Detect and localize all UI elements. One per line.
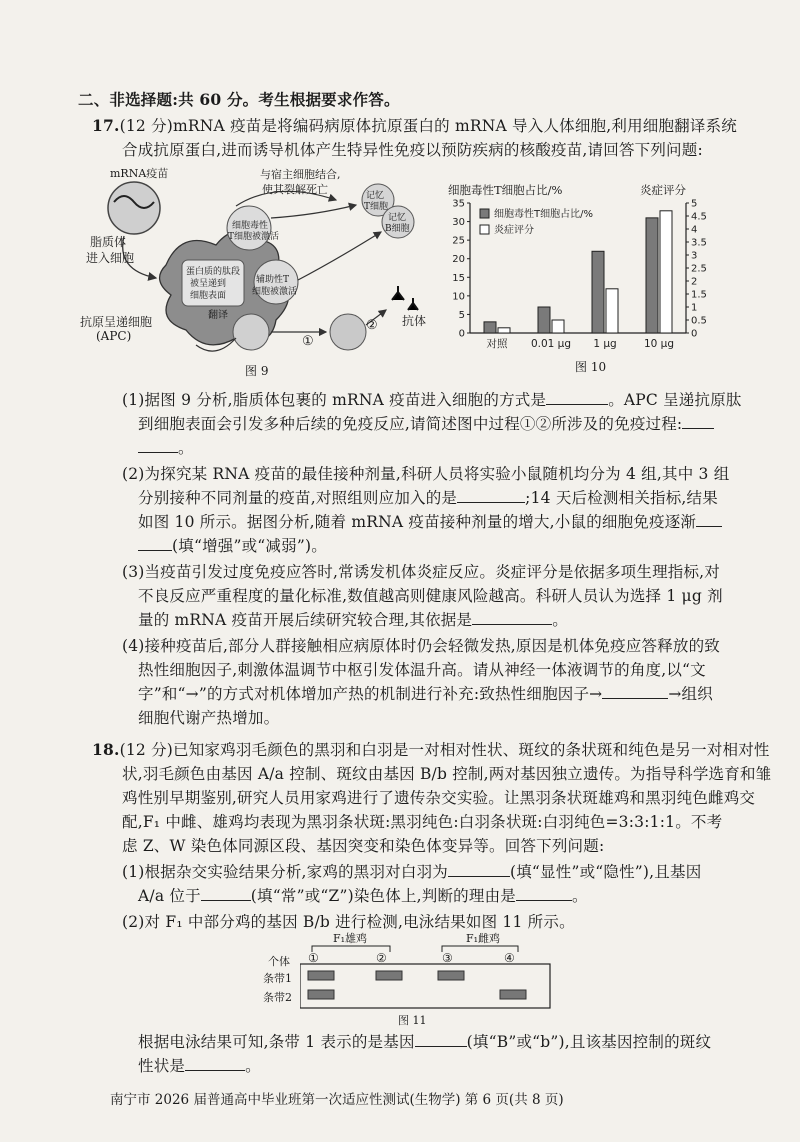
answer-blank-5[interactable] <box>696 511 722 528</box>
left-tick-label: 0 <box>458 328 465 340</box>
answer-blank-4[interactable] <box>457 487 525 504</box>
fig9-kill-2: 使其裂解死亡 <box>262 183 328 196</box>
left-tick-label: 15 <box>452 272 465 284</box>
q18-p3-text-2: 性状是 <box>138 1057 186 1075</box>
fig10-left-title: 细胞毒性T细胞占比/% <box>448 183 563 197</box>
right-tick-label: 1.5 <box>691 289 707 301</box>
x-tick-label: 0.01 μg <box>530 338 572 350</box>
q17-p1-text: (1)据图 9 分析,脂质体包裹的 mRNA 疫苗进入细胞的方式是 <box>122 391 547 409</box>
legend-label-inflammation: 炎症评分 <box>494 225 534 236</box>
arrow-memory-t <box>271 205 356 218</box>
x-tick-label: 对照 <box>486 338 508 350</box>
left-tick-label: 30 <box>452 217 465 229</box>
q18-line3: 鸡性别早期鉴别,研究人员用家鸡进行了遗传杂交实验。让黑羽条状斑雄鸡和黑羽纯色雌鸡交 <box>122 789 756 807</box>
x-tick-label: 1 μg <box>593 338 617 350</box>
answer-blank-1[interactable] <box>546 389 608 406</box>
band2-lane4 <box>500 990 526 999</box>
q17-p4-line2: 热性细胞因子,刺激体温调节中枢引发体温升高。请从神经一体液调节的角度,以“文 <box>138 661 706 679</box>
page-footer: 南宁市 2026 届普通高中毕业班第一次适应性测试(生物学) 第 6 页(共 8 页) <box>110 1092 564 1108</box>
q17-p4-line3 <box>138 682 713 704</box>
fig9-liposome-2: 进入细胞 <box>86 251 135 265</box>
right-tick-label: 4 <box>691 224 698 236</box>
left-tick-label: 20 <box>452 254 465 266</box>
band1-lane1 <box>308 971 334 980</box>
q18-p1-text-2b: (填“常”或“Z”)染色体上,判断的理由是 <box>250 887 516 905</box>
q17-p2-text-b: ;14 天后检测相关指标,结果 <box>525 489 718 507</box>
q17-p2-text-4: (填“增强”或“减弱”)。 <box>172 537 327 555</box>
fig9-liposome-1: 脂质体 <box>90 235 127 249</box>
bar-ctl-1 <box>538 307 550 333</box>
right-tick-label: 0 <box>691 328 698 340</box>
fig9-apc-1: 抗原呈递细胞 <box>80 315 153 329</box>
fig9-protein-3: 细胞表面 <box>190 291 227 301</box>
answer-blank-3[interactable] <box>138 437 178 454</box>
section-title: 二、非选择题:共 60 分。考生根据要求作答。 <box>78 90 400 109</box>
fig9-caption: 图 9 <box>245 364 269 378</box>
fig11-n3: ③ <box>442 951 453 965</box>
q17-p4-line1: (4)接种疫苗后,部分人群接触相应病原体时仍会轻微发热,原因是机体免疫应答释放的致 <box>122 637 721 655</box>
fig11-caption: 图 11 <box>398 1014 427 1027</box>
legend-label-ctl: 细胞毒性T细胞占比/% <box>494 209 593 220</box>
q17-p4-text-b: →组织 <box>668 685 713 703</box>
q18-line1 <box>92 738 770 760</box>
band1-lane2 <box>376 971 402 980</box>
b-cell-icon <box>233 314 269 350</box>
bar-inflammation-1 <box>552 320 564 333</box>
fig11-n2: ② <box>376 951 387 965</box>
q17-p2-line1: (2)为探究某 RNA 疫苗的最佳接种剂量,科研人员将实验小鼠随机均分为 4 组,其中 3 组 <box>122 465 730 483</box>
fig9-protein-2: 被呈递到 <box>190 279 227 289</box>
answer-blank-10[interactable] <box>201 885 251 902</box>
right-tick-label: 5 <box>691 198 698 210</box>
fig9-step2: ② <box>366 318 378 333</box>
q18-p1-line1 <box>122 860 701 882</box>
bar-inflammation-0 <box>498 328 510 333</box>
q17-line2: 合成抗原蛋白,进而诱导机体产生特异性免疫以预防疾病的核酸疫苗,请回答下列问题: <box>122 141 703 159</box>
fig9-mrna-label: mRNA疫苗 <box>110 167 169 180</box>
answer-blank-9[interactable] <box>448 861 510 878</box>
right-tick-label: 3 <box>691 250 698 262</box>
answer-blank-2[interactable] <box>682 413 714 430</box>
q18-line2: 状,羽毛颜色由基因 A/a 控制、斑纹由基因 B/b 控制,两对基因独立遗传。为指导科学选育和雏 <box>122 765 772 783</box>
fig9-apc-2: (APC) <box>96 329 132 343</box>
q18-line5: 虑 Z、W 染色体同源区段、基因突变和染色体变异等。回答下列问题: <box>122 837 605 855</box>
fig11-individual-label: 个体 <box>268 955 290 968</box>
q17-line1 <box>92 114 737 136</box>
x-tick-label: 10 μg <box>643 338 675 350</box>
q18-p1-line2 <box>138 884 588 906</box>
q18-number: 18. <box>92 740 120 759</box>
fig9-kill-1: 与宿主细胞结合, <box>260 168 341 181</box>
fig11-band2-label: 条带2 <box>263 991 292 1004</box>
fig9-protein-1: 蛋白质的肽段 <box>186 267 241 277</box>
left-tick-label: 35 <box>452 198 465 210</box>
fig9-antibody: 抗体 <box>402 314 427 328</box>
answer-blank-6[interactable] <box>138 535 172 552</box>
q17-p2-line2 <box>138 486 718 508</box>
q18-p3-line1 <box>138 1030 711 1052</box>
fig11-female-label: F₁雌鸡 <box>466 932 501 945</box>
plasma-cell-icon <box>330 314 366 350</box>
q18-p1-text-2c: 。 <box>572 887 588 905</box>
q17-p1-line3 <box>138 436 194 458</box>
fig9-memory-b-2: B细胞 <box>385 224 410 234</box>
q18-line4: 配,F₁ 中雌、雄鸡均表现为黑羽条状斑:黑羽纯色:白羽条状斑:白羽纯色=3:3:1:1。不考 <box>122 813 723 831</box>
q17-p1-text-b: 。APC 呈递抗原肽 <box>608 391 742 409</box>
fig9-helper-2: 细胞被激活 <box>252 287 298 297</box>
answer-blank-7[interactable] <box>472 609 552 626</box>
left-tick-label: 10 <box>452 291 465 303</box>
arrow-memory-b <box>298 232 381 280</box>
fig9-translate: 翻译 <box>208 310 228 321</box>
q17-p4-text-a: 字”和“→”的方式对机体增加产热的机制进行补充:致热性细胞因子→ <box>138 685 603 703</box>
q18-p1-text-b: (填“显性”或“隐性”),且基因 <box>509 863 702 881</box>
q18-p3-line2 <box>138 1054 261 1076</box>
fig9-helper-1: 辅助性T <box>256 275 290 285</box>
left-tick-label: 5 <box>458 309 465 321</box>
bar-ctl-2 <box>592 251 604 333</box>
antibody-icon <box>392 286 418 310</box>
q18-p2-line1: (2)对 F₁ 中部分鸡的基因 B/b 进行检测,电泳结果如图 11 所示。 <box>122 913 575 931</box>
fig9-step1: ① <box>302 334 314 349</box>
q17-p3-text-3: 量的 mRNA 疫苗开展后续研究较合理,其依据是 <box>138 611 473 629</box>
fig11-male-label: F₁雄鸡 <box>333 932 368 945</box>
fig9-memory-t-2: T细胞 <box>364 202 389 212</box>
right-tick-label: 2 <box>691 276 698 288</box>
q18-p3-text-a: 根据电泳结果可知,条带 1 表示的是基因 <box>138 1033 415 1051</box>
bar-inflammation-2 <box>606 289 618 333</box>
q17-p3-line3 <box>138 608 568 630</box>
q18-p1-text-a: (1)根据杂交实验结果分析,家鸡的黑羽对白羽为 <box>122 863 448 881</box>
fig11-n1: ① <box>308 951 319 965</box>
q17-p3-line1: (3)当疫苗引发过度免疫应答时,常诱发机体炎症反应。炎症评分是依据多项生理指标,对 <box>122 563 721 581</box>
q17-p2-line4 <box>138 534 327 556</box>
q17-p4-line4: 细胞代谢产热增加。 <box>138 709 280 727</box>
band2-lane1 <box>308 990 334 999</box>
q17-number: 17. <box>92 116 120 135</box>
q17-p1-line1 <box>122 388 742 410</box>
answer-blank-8[interactable] <box>602 683 668 700</box>
fig9-ctl-1: 细胞毒性 <box>232 221 269 231</box>
q17-stem-1: (12 分)mRNA 疫苗是将编码病原体抗原蛋白的 mRNA 导入人体细胞,利用细胞翻译系统 <box>119 117 737 135</box>
fig9-memory-b-1: 记忆 <box>388 213 407 223</box>
q17-p3-text-3b: 。 <box>552 611 568 629</box>
bar-ctl-3 <box>646 218 658 333</box>
q17-p2-text-3: 如图 10 所示。据图分析,随着 mRNA 疫苗接种剂量的增大,小鼠的细胞免疫逐渐 <box>138 513 697 531</box>
right-tick-label: 3.5 <box>691 237 707 249</box>
q17-p3-line2: 不良反应严重程度的量化标准,数值越高则健康风险越高。科研人员认为选择 1 μg 剂 <box>138 587 723 605</box>
fig11-n4: ④ <box>504 951 515 965</box>
right-tick-label: 2.5 <box>691 263 707 275</box>
right-tick-label: 1 <box>691 302 698 314</box>
q18-p3-text-2b: 。 <box>245 1057 261 1075</box>
fig10-caption: 图 10 <box>575 360 607 374</box>
answer-blank-12[interactable] <box>415 1031 467 1048</box>
right-tick-label: 0.5 <box>691 315 707 327</box>
q18-stem-1: (12 分)已知家鸡羽毛颜色的黑羽和白羽是一对相对性状、斑纹的条状斑和纯色是另一对相对性 <box>119 741 770 759</box>
q17-p2-text-a: 分别接种不同剂量的疫苗,对照组则应加入的是 <box>138 489 458 507</box>
q18-p1-text-2a: A/a 位于 <box>138 887 201 905</box>
bar-ctl-0 <box>484 322 496 333</box>
right-tick-label: 4.5 <box>691 211 707 223</box>
fig9-memory-t-1: 记忆 <box>366 191 385 201</box>
q17-p1-text-2: 到细胞表面会引发多种后续的免疫反应,请简述图中过程①②所涉及的免疫过程: <box>138 415 683 433</box>
legend-swatch-ctl <box>480 209 489 218</box>
q17-p1-line2 <box>138 412 714 434</box>
answer-blank-11[interactable] <box>516 885 572 902</box>
fig11-band1-label: 条带1 <box>263 972 292 985</box>
bar-inflammation-3 <box>660 211 672 333</box>
band1-lane3 <box>438 971 464 980</box>
q17-p2-line3 <box>138 510 722 532</box>
left-tick-label: 25 <box>452 235 465 247</box>
answer-blank-13[interactable] <box>185 1055 245 1072</box>
q17-p1-text-3: 。 <box>178 439 194 457</box>
legend-swatch-inflammation <box>480 225 489 234</box>
fig10-right-title: 炎症评分 <box>640 183 686 197</box>
q18-p3-text-b: (填“B”或“b”),且该基因控制的斑纹 <box>466 1033 712 1051</box>
figure-10-chart <box>440 195 730 355</box>
mrna-vaccine-icon <box>108 182 160 234</box>
gel-frame <box>300 964 550 1008</box>
fig9-ctl-2: T细胞被激活 <box>228 232 280 242</box>
